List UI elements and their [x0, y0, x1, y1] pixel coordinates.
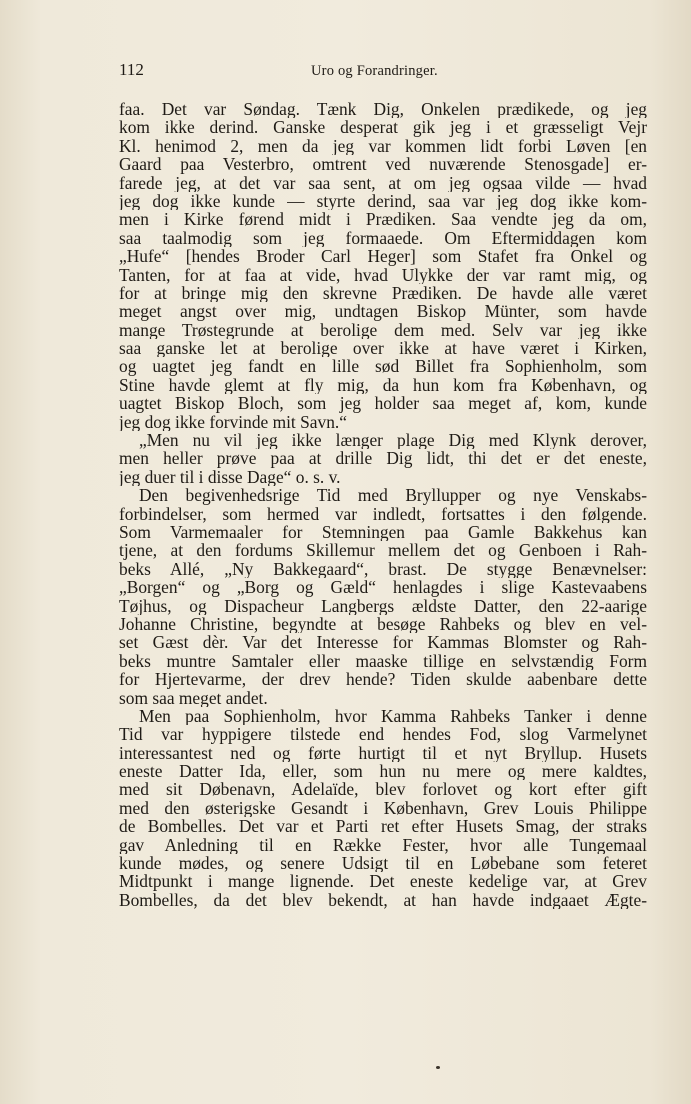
text-line: Men paa Sophienholm, hvor Kamma Rahbeks Tanker i denne [139, 706, 647, 726]
text-line: jeg dog ikke kunde — styrte derind, saa var jeg dog ikke kom- [119, 191, 647, 211]
text-line: beks Allé, „Ny Bakkegaard“, brast. De stygge Benævnelser: [119, 559, 647, 579]
text-line: uagtet Biskop Bloch, som jeg holder saa meget af, kom, kunde [119, 394, 647, 413]
text-line: kunde mødes, og senere Udsigt til en Løbebane som feteret [119, 854, 647, 873]
text-line: med sit Døbenavn, Adelaïde, blev forlovet og kort efter gift [119, 780, 647, 799]
text-line: set Gæst dèr. Var det Interesse for Kammas Blomster og Rah- [119, 633, 647, 652]
text-line: og uagtet jeg fandt en lille sød Billet fra Sophienholm, som [119, 357, 647, 376]
text-line: Midtpunkt i mange lignende. Det eneste kedelige var, at Grev [119, 872, 647, 891]
text-line: med den østerigske Gesandt i København, Grev Louis Philippe [119, 798, 647, 818]
text-line: de Bombelles. Det var et Parti ret efter Husets Smag, der straks [119, 817, 647, 836]
text-line: Johanne Christine, begyndte at besøge Rahbeks og blev en vel- [119, 614, 647, 634]
text-line: beks muntre Samtaler eller maaske tillige en selvstændig Form [119, 651, 647, 671]
text-line: som saa meget andet. [119, 688, 268, 707]
page-number: 112 [119, 60, 144, 79]
text-line: forbindelser, som hermed var indledt, fortsattes i den følgende. [119, 504, 647, 523]
text-line: „Borgen“ og „Borg og Gæld“ henlagdes i slige Kastevaabens [119, 578, 647, 597]
body-text [119, 100, 647, 909]
text-line: kom ikke derind. Ganske desperat gik jeg i et græsseligt Vejr [119, 118, 647, 137]
text-line: eneste Datter Ida, eller, som hun nu mere og mere kaldtes, [119, 762, 647, 781]
text-line: Gaard paa Vesterbro, omtrent ved nuværende Stenosgade] er- [119, 155, 647, 174]
text-line: saa taalmodig som jeg formaaede. Om Eftermiddagen kom [119, 228, 647, 248]
running-title: Uro og Forandringer. [311, 63, 438, 79]
text-line: gav Anledning til en Række Fester, hvor alle Tungemaal [119, 835, 647, 855]
page-header [119, 60, 647, 86]
text-line: meget angst over mig, undtagen Biskop Münter, som havde [119, 302, 647, 321]
text-line: farede jeg, at det var saa sent, at om jeg ogsaa vilde — hvad [119, 173, 647, 192]
ink-speck [436, 1066, 440, 1069]
text-line: tjene, at den fordums Skillemur mellem det og Genboen i Rah- [119, 541, 647, 560]
text-line: saa ganske let at berolige over ikke at have været i Kirken, [119, 339, 647, 358]
text-line: for at bringe mig den skrevne Prædiken. De havde alle været [119, 283, 647, 303]
text-line: men heller prøve paa at drille Dig lidt, thi det er det eneste, [119, 449, 647, 468]
text-line: mange Trøstegrunde at berolige dem med. Selv var jeg ikke [119, 320, 647, 340]
text-line: Den begivenhedsrige Tid med Bryllupper og nye Venskabs- [139, 486, 647, 505]
text-line: Kl. henimod 2, men da jeg var kommen lidt forbi Løven [en [119, 136, 647, 156]
text-line: jeg duer til i disse Dage“ o. s. v. [119, 467, 341, 487]
text-line: men i Kirke førend midt i Prædiken. Saa vendte jeg da om, [119, 210, 647, 229]
text-line: Tid var hyppigere tilstede end hendes Fod, slog Varmelynet [119, 725, 647, 744]
text-line: interessantest ned og førte hurtigt til et nyt Bryllup. Husets [119, 743, 647, 763]
text-line: jeg dog ikke forvinde mit Savn.“ [119, 412, 347, 432]
text-line: Tøjhus, og Dispacheur Langbergs ældste Datter, den 22-aarige [119, 596, 647, 615]
text-line: Som Varmemaaler for Stemningen paa Gamle Bakkehus kan [119, 522, 647, 542]
text-line: Bombelles, da det blev bekendt, at han havde indgaaet Ægte- [119, 890, 647, 910]
text-line: „Hufe“ [hendes Broder Carl Heger] som Stafet fra Onkel og [119, 247, 647, 266]
text-line: Stine havde glemt at fly mig, da hun kom fra København, og [119, 375, 647, 395]
text-line: „Men nu vil jeg ikke længer plage Dig med Klynk derover, [139, 431, 647, 450]
text-line: for Hjertevarme, der drev hende? Tiden skulde aabenbare dette [119, 670, 647, 689]
text-line: faa. Det var Søndag. Tænk Dig, Onkelen prædikede, og jeg [119, 100, 647, 119]
text-line: Tanten, for at faa at vide, hvad Ulykke der var ramt mig, og [119, 265, 647, 284]
